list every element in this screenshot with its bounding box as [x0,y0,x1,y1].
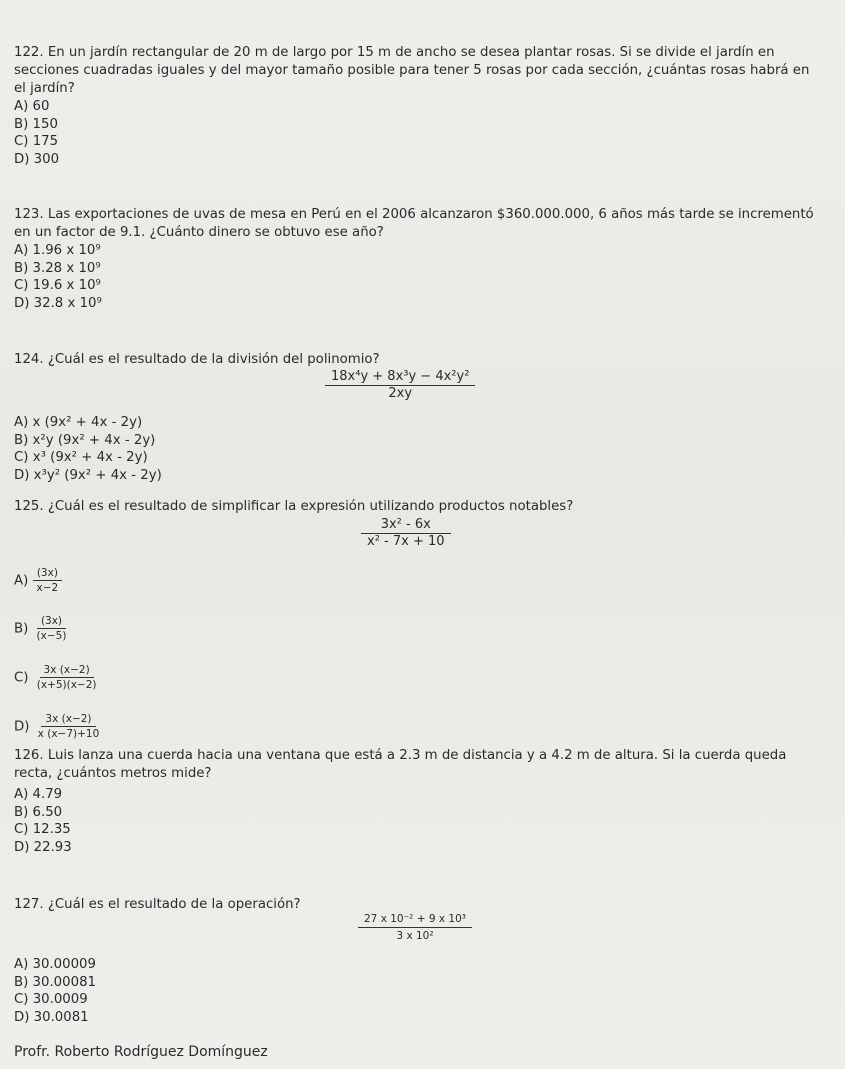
question-125-text: 125. ¿Cuál es el resultado de simplificar la expresión utilizando productos notables? [14,499,574,514]
question-123 [14,206,814,312]
option-125-a-fraction [33,566,63,595]
option-125-a-num: (3x) [33,566,62,581]
option-125-d-num: 3x (x−2) [41,712,95,727]
question-127-text: 127. ¿Cuál es el resultado de la operación? [14,897,301,912]
option-125-c-fraction [33,663,101,692]
option-127-a: A) 30.00009 [14,957,96,972]
expression-127 [358,911,472,944]
option-125-c-den: (x+5)(x−2) [36,679,97,691]
option-125-a [14,566,62,595]
option-126-b: B) 6.50 [14,804,63,820]
author-footer: Profr. Roberto Rodríguez Domínguez [14,1044,268,1060]
expression-124-numerator: 18x⁴y + 8x³y − 4x²y² [325,369,475,386]
option-125-b-num: (3x) [37,614,66,629]
options-127 [14,956,96,1026]
question-125 [14,498,814,516]
option-125-b-den: (x−5) [36,630,67,642]
question-123-text: 123. Las exportaciones de uvas de mesa en Perú en el 2006 alcanzaron $360.000.000, 6 años más tarde se incrementó en un factor de 9.1. ¿Cuánto dinero se obtuvo ese año? [14,207,814,240]
option-127-c: C) 30.0009 [14,992,88,1007]
option-125-c-num: 3x (x−2) [40,663,94,678]
option-122-c: C) 175 [14,134,59,149]
expression-125 [361,517,451,550]
option-125-a-den: x−2 [36,582,59,594]
expression-124 [325,369,475,402]
option-124-d: D) x³y² (9x² + 4x - 2y) [14,467,162,483]
option-125-c [14,663,101,692]
option-125-c-label: C) [14,670,29,686]
expression-125-denominator: x² - 7x + 10 [367,534,445,549]
expression-127-numerator: 27 x 10⁻² + 9 x 10³ [358,911,472,928]
option-124-a: A) x (9x² + 4x - 2y) [14,415,143,430]
option-127-d: D) 30.0081 [14,1009,89,1025]
option-125-d [14,712,103,741]
option-123-b: B) 3.28 x 10⁹ [14,260,101,276]
option-124-b: B) x²y (9x² + 4x - 2y) [14,432,156,448]
option-125-d-den: x (x−7)+10 [37,728,100,740]
option-126-d: D) 22.93 [14,839,72,855]
option-124-c: C) x³ (9x² + 4x - 2y) [14,450,148,465]
option-122-b: B) 150 [14,116,58,132]
option-126-c: C) 12.35 [14,822,71,837]
option-125-b [14,614,70,643]
option-122-a: A) 60 [14,99,50,114]
option-125-a-label: A) [14,573,29,589]
question-124 [14,351,814,369]
question-124-text: 124. ¿Cuál es el resultado de la división del polinomio? [14,352,380,367]
question-122-text: 122. En un jardín rectangular de 20 m de largo por 15 m de ancho se desea plantar rosas. Si se divide el jardín en secciones cuadradas iguales y del mayor tamaño posible para tener 5 rosas por cada sección, ¿cuántas rosas habrá en el jardín? [14,45,810,96]
question-126-text: 126. Luis lanza una cuerda hacia una ventana que está a 2.3 m de distancia y a 4.2 m de altura. Si la cuerda queda recta, ¿cuántos metros mide? [14,748,787,781]
option-125-d-fraction [34,712,104,741]
option-123-c: C) 19.6 x 10⁹ [14,278,101,293]
question-126 [14,747,814,856]
option-125-b-label: B) [14,621,29,637]
option-126-a: A) 4.79 [14,787,63,802]
expression-124-denominator: 2xy [388,386,413,401]
option-123-a: A) 1.96 x 10⁹ [14,243,101,258]
option-122-d: D) 300 [14,151,60,167]
option-125-d-label: D) [14,719,30,735]
option-123-d: D) 32.8 x 10⁹ [14,295,102,311]
expression-125-numerator: 3x² - 6x [361,517,451,534]
expression-127-denominator: 3 x 10² [396,930,434,942]
question-122 [14,44,814,168]
options-124 [14,414,162,484]
option-127-b: B) 30.00081 [14,974,96,990]
option-125-b-fraction [33,614,71,643]
